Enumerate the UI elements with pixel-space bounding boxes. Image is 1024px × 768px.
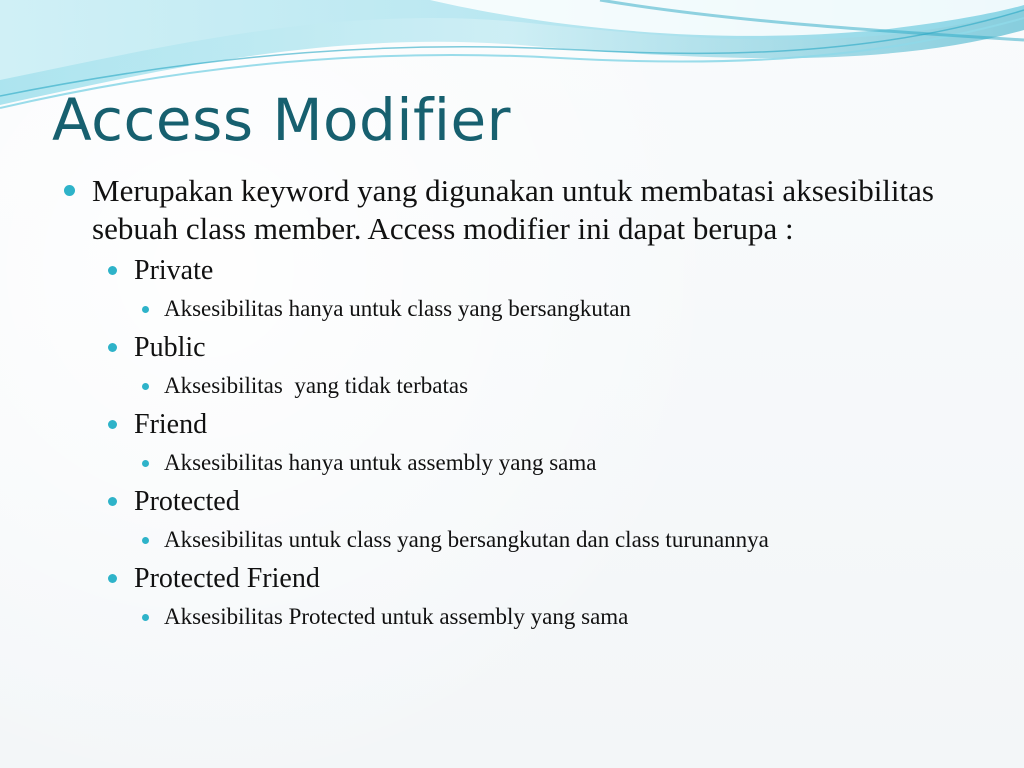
modifier-item xyxy=(102,329,960,367)
modifier-description-text: Aksesibilitas yang tidak terbatas xyxy=(164,373,469,398)
main-bullet-text: Merupakan keyword yang digunakan untuk membatasi aksesibilitas sebuah class member. Access modifier ini dapat berupa : xyxy=(92,173,934,246)
bullet-icon xyxy=(108,420,117,429)
modifier-description xyxy=(134,598,960,636)
modifier-description-text: Aksesibilitas Protected untuk assembly yang sama xyxy=(164,604,629,629)
bullet-icon xyxy=(142,460,149,467)
bullet-icon xyxy=(142,383,149,390)
bullet-icon xyxy=(142,537,149,544)
modifier-description xyxy=(134,444,960,482)
modifier-description xyxy=(134,290,960,328)
bullet-icon xyxy=(64,185,75,196)
bullet-icon xyxy=(108,266,117,275)
modifier-name: Friend xyxy=(134,409,208,440)
modifier-name: Private xyxy=(134,255,214,286)
modifier-description xyxy=(134,367,960,405)
modifier-name: Public xyxy=(134,332,206,363)
modifier-name: Protected xyxy=(134,486,240,517)
modifier-item xyxy=(102,406,960,444)
modifier-item xyxy=(102,560,960,598)
modifier-description xyxy=(134,521,960,559)
modifier-description-text: Aksesibilitas hanya untuk class yang bersangkutan xyxy=(164,296,631,321)
modifier-item xyxy=(102,252,960,290)
bullet-icon xyxy=(108,343,117,352)
bullet-icon xyxy=(142,614,149,621)
modifier-item xyxy=(102,483,960,521)
main-bullet xyxy=(60,172,960,248)
modifier-list xyxy=(60,252,960,636)
slide-title: Access Modifier xyxy=(52,86,512,154)
modifier-description-text: Aksesibilitas untuk class yang bersangkutan dan class turunannya xyxy=(164,527,769,552)
modifier-name: Protected Friend xyxy=(134,563,320,594)
bullet-icon xyxy=(108,574,117,583)
slide-content xyxy=(60,172,960,636)
bullet-icon xyxy=(142,306,149,313)
modifier-description-text: Aksesibilitas hanya untuk assembly yang sama xyxy=(164,450,597,475)
bullet-icon xyxy=(108,497,117,506)
